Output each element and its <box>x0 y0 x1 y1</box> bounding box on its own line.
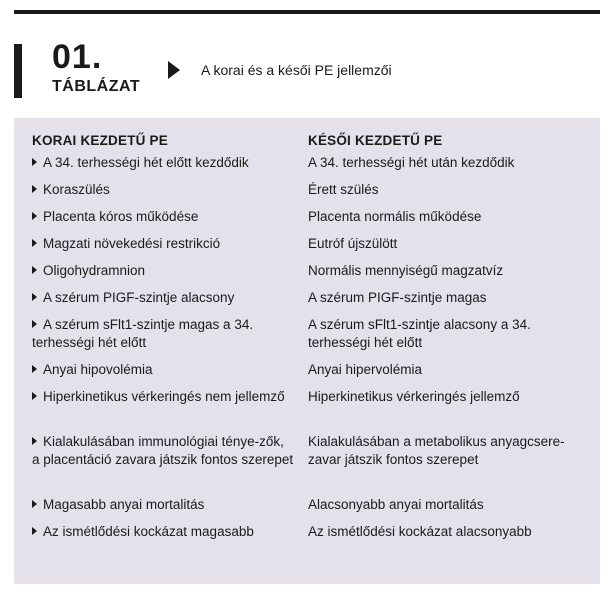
table-row <box>32 208 294 235</box>
bullet-triangle-icon <box>32 320 37 328</box>
table-row <box>32 262 294 289</box>
early-cell: A szérum sFlt1-szintje magas a 34. terhességi hét előtt <box>32 317 254 350</box>
early-cell: Magzati növekedési restrikció <box>43 236 221 251</box>
late-cell: Hiperkinetikus vérkeringés jellemző <box>308 389 520 404</box>
late-cell: Alacsonyabb anyai mortalitás <box>308 497 484 512</box>
bullet-triangle-icon <box>32 527 37 535</box>
table-row <box>308 181 588 208</box>
table-row <box>308 208 588 235</box>
early-cell: Magasabb anyai mortalitás <box>43 497 205 512</box>
table-caption: A korai és a késői PE jellemzői <box>201 62 392 78</box>
table-row <box>32 388 294 433</box>
early-cell: Koraszülés <box>43 182 110 197</box>
table-row <box>32 496 294 523</box>
table-row <box>308 316 588 361</box>
table-row <box>308 235 588 262</box>
table-row <box>308 433 588 496</box>
bullet-triangle-icon <box>32 437 37 445</box>
early-cell: Anyai hipovolémia <box>43 362 153 377</box>
bullet-triangle-icon <box>32 266 37 274</box>
table-row <box>32 361 294 388</box>
late-onset-title: KÉSŐI KEZDETŰ PE <box>308 133 443 148</box>
table-row <box>308 523 588 550</box>
bullet-triangle-icon <box>32 239 37 247</box>
table-row <box>308 361 588 388</box>
early-cell: A 34. terhességi hét előtt kezdődik <box>43 155 249 170</box>
table-row <box>32 289 294 316</box>
table-row <box>308 289 588 316</box>
table-row <box>308 154 588 181</box>
bullet-triangle-icon <box>32 293 37 301</box>
early-cell: Kialakulásában immunológiai ténye-zők, a placentáció zavara játszik fontos szerepet <box>32 434 294 467</box>
table-row <box>32 433 294 496</box>
table-row <box>32 181 294 208</box>
late-cell: Eutróf újszülött <box>308 236 398 251</box>
late-cell: A szérum sFlt1-szintje alacsony a 34. terhességi hét előtt <box>308 317 531 350</box>
early-cell: Hiperkinetikus vérkeringés nem jellemző <box>43 389 285 404</box>
triangle-right-icon <box>168 61 180 79</box>
bullet-triangle-icon <box>32 365 37 373</box>
table-number: 01. <box>52 38 103 76</box>
table-label: TÁBLÁZAT <box>52 78 141 95</box>
table-row <box>32 316 294 361</box>
early-cell: Az ismétlődési kockázat magasabb <box>43 524 254 539</box>
late-cell: Az ismétlődési kockázat alacsonyabb <box>308 524 532 539</box>
late-cell: Normális mennyiségű magzatvíz <box>308 263 504 278</box>
table-row <box>32 154 294 181</box>
late-onset-column <box>308 132 588 550</box>
table-row <box>308 262 588 289</box>
late-cell: A szérum PIGF-szintje magas <box>308 290 487 305</box>
table-row <box>32 235 294 262</box>
late-cell: Placenta normális működése <box>308 209 482 224</box>
header-bar <box>14 44 22 98</box>
early-cell: A szérum PIGF-szintje alacsony <box>43 290 235 305</box>
bullet-triangle-icon <box>32 392 37 400</box>
table-row <box>308 496 588 523</box>
bullet-triangle-icon <box>32 185 37 193</box>
early-cell: Placenta kóros működése <box>43 209 199 224</box>
table-row <box>308 388 588 433</box>
top-rule <box>14 10 600 14</box>
late-cell: Érett szülés <box>308 182 379 197</box>
early-cell: Oligohydramnion <box>43 263 146 278</box>
late-cell: A 34. terhességi hét után kezdődik <box>308 155 515 170</box>
early-onset-title: KORAI KEZDETŰ PE <box>32 133 168 148</box>
bullet-triangle-icon <box>32 500 37 508</box>
early-onset-column <box>32 132 294 550</box>
bullet-triangle-icon <box>32 158 37 166</box>
table-row <box>32 523 294 550</box>
late-cell: Kialakulásában a metabolikus anyagcsere-zavar játszik fontos szerepet <box>308 434 565 467</box>
bullet-triangle-icon <box>32 212 37 220</box>
late-cell: Anyai hipervolémia <box>308 362 423 377</box>
comparison-table <box>14 118 600 584</box>
